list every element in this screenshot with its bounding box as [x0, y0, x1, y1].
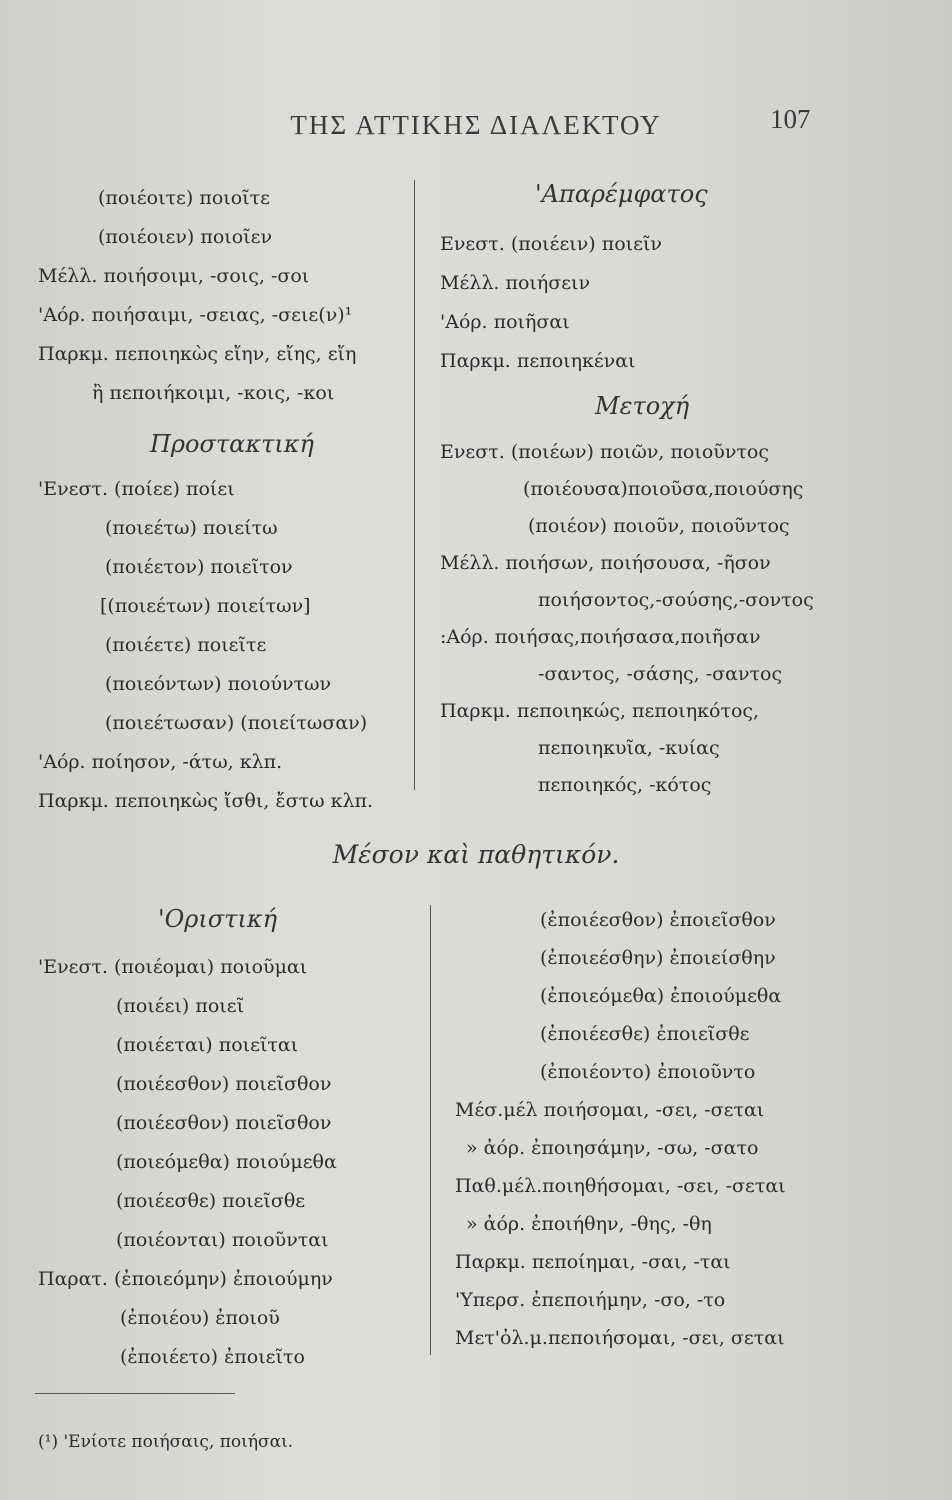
footnote-rule — [35, 1393, 235, 1394]
text-line: (ποιέετον) ποιεῖτον — [105, 556, 293, 578]
text-line: (ἐποιέεσθον) ἐποιεῖσθον — [540, 909, 776, 931]
text-line: 'Αόρ. ποίησον, -άτω, κλπ. — [38, 751, 283, 773]
text-line: Μετ'ὀλ.μ.πεποιήσομαι, -σει, σεται — [455, 1327, 785, 1349]
text-line: (ποιεόμεθα) ποιούμεθα — [116, 1151, 337, 1173]
text-line: Παρκμ. πεποιηκέναι — [440, 350, 636, 372]
text-line: Παρκμ. πεποιηκὼς ἴσθι, ἔστω κλπ. — [38, 790, 374, 812]
text-line: πεποιηκός, -κότος — [538, 774, 712, 796]
text-line: (ποιέεσθε) ποιεῖσθε — [116, 1190, 306, 1212]
text-line: :Αόρ. ποιήσας,ποιήσασα,ποιῆσαν — [440, 626, 761, 648]
page-number: 107 — [770, 104, 811, 134]
text-line: Μέλλ. ποιήσειν — [440, 272, 591, 294]
text-line: 'Υπερσ. ἐπεποιήμην, -σο, -το — [455, 1289, 726, 1311]
section-title-infinitive: 'Απαρέμφατος — [535, 180, 708, 208]
text-line: [(ποιεέτων) ποιείτων] — [100, 595, 311, 617]
text-line: Παρκμ. πεποίημαι, -σαι, -ται — [455, 1251, 731, 1273]
middle-passive-heading: Μέσον καὶ παθητικόν. — [332, 840, 620, 869]
text-line: (ποιεέτωσαν) (ποιείτωσαν) — [105, 712, 368, 734]
text-line: ποιήσοντος,-σούσης,-σοντος — [538, 589, 814, 611]
running-title: ΤΗΣ ΑΤΤΙΚΗΣ ΔΙΑΛΕΚΤΟΥ — [290, 110, 662, 140]
text-line: (ποιέεσθον) ποιεῖσθον — [116, 1112, 332, 1134]
section-title-participle: Μετοχή — [595, 392, 690, 420]
text-line: (ποιέεται) ποιεῖται — [116, 1034, 299, 1056]
text-line: (ποιέονται) ποιοῦνται — [116, 1229, 329, 1251]
text-line: (ποιέοιεν) ποιοῖεν — [98, 226, 273, 248]
text-line: (ποιέεσθον) ποιεῖσθον — [116, 1073, 332, 1095]
text-line: (ἐποιεόμεθα) ἐποιούμεθα — [540, 985, 782, 1007]
text-line: (ποιεόντων) ποιούντων — [105, 673, 332, 695]
text-line: » ἀόρ. ἐποιήθην, -θης, -θη — [466, 1213, 712, 1235]
text-line: Μέλλ. ποιήσων, ποιήσουσα, -ῆσον — [440, 552, 771, 574]
text-line: 'Ενεστ. (ποίεε) ποίει — [38, 478, 235, 500]
text-line: 'Αόρ. ποιῆσαι — [440, 311, 570, 333]
text-line: Μέλλ. ποιήσοιμι, -σοις, -σοι — [38, 265, 310, 287]
text-line: (ἐποιέου) ἐποιοῦ — [120, 1307, 280, 1329]
text-line: (ποιέετε) ποιεῖτε — [105, 634, 267, 656]
text-line: (ἐποιέεσθε) ἐποιεῖσθε — [540, 1023, 750, 1045]
text-line: 'Αόρ. ποιήσαιμι, -σειας, -σειε(ν)¹ — [38, 304, 353, 326]
text-line: -σαντος, -σάσης, -σαντος — [538, 663, 783, 685]
text-line: (ἐποιεέσθην) ἐποιείσθην — [540, 947, 776, 969]
text-line: (ποιέει) ποιεῖ — [116, 995, 245, 1017]
section-title-indicative: 'Οριστική — [158, 905, 277, 933]
column-divider-bottom — [430, 905, 431, 1355]
text-line: Ενεστ. (ποιέειν) ποιεῖν — [440, 233, 662, 255]
text-line: » ἀόρ. ἐποιησάμην, -σω, -σατο — [466, 1137, 759, 1159]
column-divider-top — [414, 180, 415, 790]
text-line: Παρκμ. πεποιηκὼς εἴην, εἴης, εἴη — [38, 343, 357, 365]
section-title-imperative: Προστακτική — [150, 430, 314, 458]
footnote: (¹) 'Ενίοτε ποιήσαις, ποιήσαι. — [38, 1432, 294, 1452]
text-line: (ποιέον) ποιοῦν, ποιοῦντος — [528, 515, 790, 537]
text-line: (ποιέοιτε) ποιοῖτε — [98, 187, 270, 209]
text-line: πεποιηκυῖα, -κυίας — [538, 737, 720, 759]
text-line: (ἐποιέοντο) ἐποιοῦντο — [540, 1061, 756, 1083]
text-line: 'Ενεστ. (ποιέομαι) ποιοῦμαι — [38, 956, 308, 978]
text-line: ἢ πεποιήκοιμι, -κοις, -κοι — [92, 382, 335, 404]
text-line: Ενεστ. (ποιέων) ποιῶν, ποιοῦντος — [440, 441, 769, 463]
text-line: Παρατ. (ἐποιεόμην) ἐποιούμην — [38, 1268, 333, 1290]
text-line: (ποιέουσα)ποιοῦσα,ποιούσης — [523, 478, 804, 500]
text-line: Μέσ.μέλ ποιήσομαι, -σει, -σεται — [455, 1099, 765, 1121]
text-line: Παρκμ. πεποιηκώς, πεποιηκότος, — [440, 700, 760, 722]
text-line: Παθ.μέλ.ποιηθήσομαι, -σει, -σεται — [455, 1175, 786, 1197]
text-line: (ἐποιέετο) ἐποιεῖτο — [120, 1346, 305, 1368]
text-line: (ποιεέτω) ποιείτω — [105, 517, 278, 539]
